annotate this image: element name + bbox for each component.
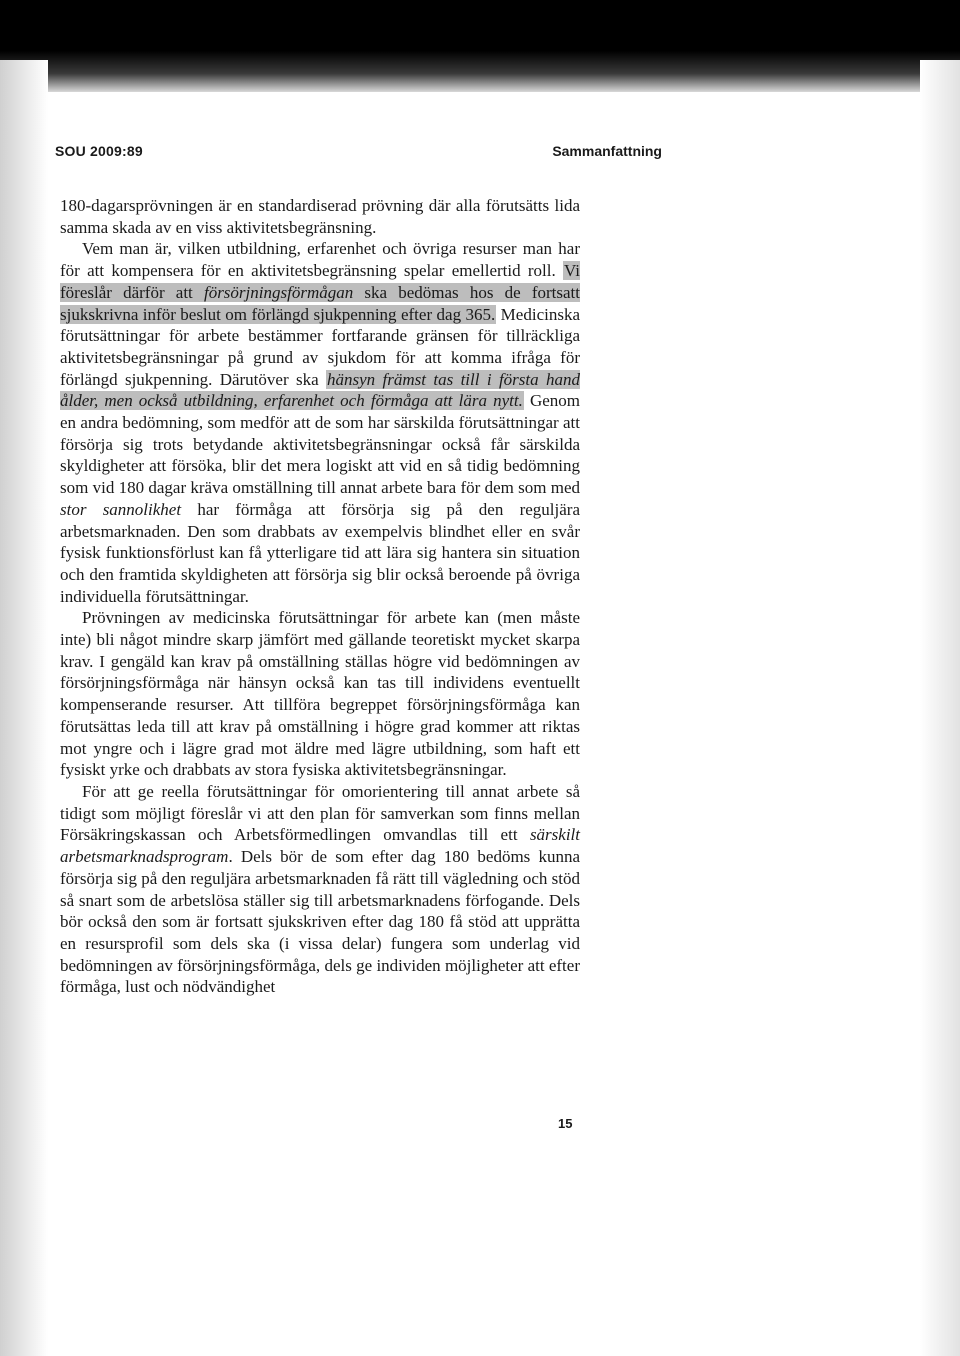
paragraph-2-part-b: Medicinska förutsättningar för arbete bestämmer fortfarande gränsen för tillräckliga aktivitetsbegränsningar på grund av sjukdom för att komma ifråga för förlängd sjukpenning. Därutöver ska <box>60 304 580 389</box>
paragraph-4-part-a: För att ge reella förutsättningar för omorientering till annat arbete så tidigt som möjligt föreslår vi att den plan för samverkan som finns mellan Försäkringskassan och Arbetsförmedlingen omvandlas till ett <box>60 781 580 845</box>
paragraph-1: 180-dagarsprövningen är en standardiserad prövning där alla förutsätts lida samma skada av en viss aktivitetsbegränsning. <box>60 196 580 237</box>
paragraph-2-part-d: har förmåga att försörja sig på den reguljära arbetsmarknaden. Den som drabbats av exempelvis blindhet eller en svår fysisk funktionsförlust kan få ytterligare tid att lära sig hantera sin situation och den framtida skyldigheten att försörja sig blir också beroende på övriga individuella förutsättningar. <box>60 499 580 606</box>
report-identifier: SOU 2009:89 <box>55 143 143 159</box>
paragraph-4 <box>60 781 580 998</box>
highlight-proposal-emphasis: försörjningsförmågan <box>203 282 354 302</box>
paragraph-4-part-b: . Dels bör de som efter dag 180 bedöms kunna försörja sig på den reguljära arbetsmarknaden få rätt till vägledning och stöd så snart som de arbetslösa ställer sig till arbetsmarknadens förfogande. Dels bör också den som är fortsatt sjukskriven efter dag 180 få stöd att upprätta en resursprofil som dels ska (i vissa delar) fungera som underlag vid bedömningen av försörjningsförmåga, dels ge individen möjligheter att efter förmåga, lust och nödvändighet <box>60 847 580 997</box>
paragraph-3: Prövningen av medicinska förutsättningar för arbete kan (men måste inte) bli något mindre skarp jämfört med gällande teoretiskt mycket skarpa krav. I gengäld kan krav på omställning ställas högre vid bedömningen av försörjningsförmåga när hänsyn också kan tas till individens eventuellt kompenserande resurser. Att tillföra begreppet försörjningsförmåga kan förutsättas leda till att krav på omställning i högre grad kommer att riktas mot yngre och i lägre grad mot äldre med lägre utbildning, som haft ett fysiskt yrke och drabbats av stora fysiska aktivitetsbegränsningar. <box>60 608 580 780</box>
paragraph-2-part-a: Vem man är, vilken utbildning, erfarenhet och övriga resurser man har för att kompensera för en aktivitetsbegränsning spelar emellertid roll. <box>60 239 580 281</box>
paragraph-2-part-c: Genom en andra bedömning, som medför att de som har särskilda förutsättningar att försörja sig trots betydande aktivitetsbegränsningar också får särskilda skyldigheter att försöka, blir det mera logiskt att vid en så tidig bedömning som vid 180 dagar kräva omställning till annat arbete bara för dem som med <box>60 391 581 498</box>
body-text <box>60 195 580 998</box>
scan-edge-right <box>920 60 960 1356</box>
highlight-proposal-text-c: ska bedömas hos de fortsatt sjukskrivna inför beslut om förlängd sjukpenning efter dag 365. <box>60 282 581 324</box>
emphasis-program: särskilt arbetsmarknadsprogram <box>60 825 580 867</box>
emphasis-probability: stor sannolikhet <box>60 499 182 519</box>
page-number: 15 <box>558 1116 573 1131</box>
highlight-factors: hänsyn främst tas till i första hand ålder, men också utbildning, erfarenhet och förmåga att lära nytt. <box>60 369 580 411</box>
highlight-proposal-text-a: Vi föreslår därför att <box>60 261 580 302</box>
scan-edge-top <box>0 0 960 92</box>
paragraph-2 <box>60 238 580 607</box>
section-title: Sammanfattning <box>552 143 662 159</box>
scan-edge-left <box>0 60 48 1356</box>
